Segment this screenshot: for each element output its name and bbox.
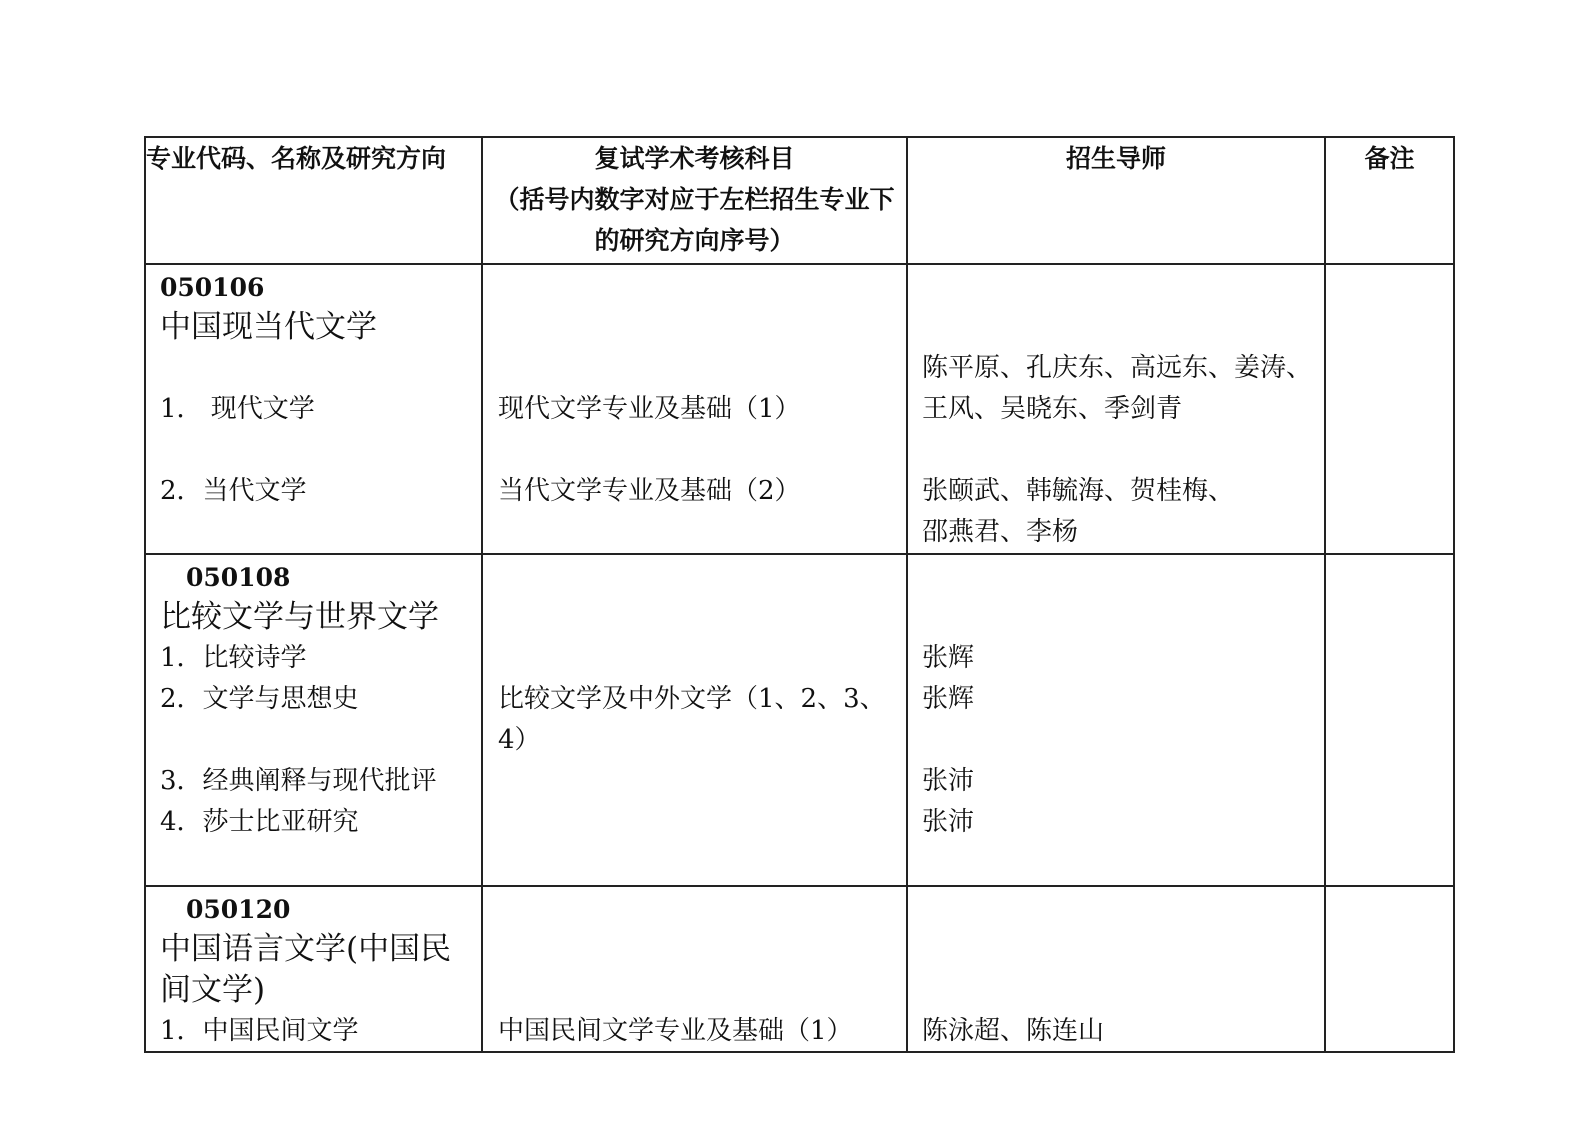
remark-cell [1325, 554, 1454, 886]
major-name: 间文学) [160, 972, 266, 1008]
header-major: 专业代码、名称及研究方向 [145, 137, 482, 264]
major-code: 050120 [186, 895, 291, 924]
advisor-cell [907, 554, 1325, 886]
advisor-cell [907, 886, 1325, 1052]
advisor-cell [907, 264, 1325, 554]
table-row [145, 886, 1454, 1052]
direction-item: 1．比较诗学 [160, 643, 307, 673]
direction-item: 2．当代文学 [160, 476, 307, 506]
subject-cell [482, 264, 907, 554]
header-subject-note: （括号内数字对应于左栏招生专业下的研究方向序号） [494, 185, 895, 255]
major-cell [145, 264, 482, 554]
header-remark: 备注 [1325, 137, 1454, 264]
header-advisor: 招生导师 [907, 137, 1325, 264]
advisor-line: 张颐武、韩毓海、贺桂梅、 [922, 476, 1235, 506]
major-cell [145, 886, 482, 1052]
major-name: 比较文学与世界文学 [160, 599, 439, 635]
remark-cell [1325, 886, 1454, 1052]
subject-cell [482, 554, 907, 886]
subject-item: 中国民间文学专业及基础（1） [498, 1016, 853, 1046]
major-name: 中国语言文学(中国民 [160, 931, 452, 967]
direction-item: 1． 现代文学 [160, 394, 315, 424]
advisor-line: 陈泳超、陈连山 [922, 1016, 1105, 1046]
remark-cell [1325, 264, 1454, 554]
major-code: 050106 [160, 273, 265, 302]
header-subject [482, 137, 907, 264]
advisor-line: 邵燕君、李杨 [922, 517, 1079, 547]
major-name: 中国现当代文学 [160, 309, 377, 345]
direction-item: 4．莎士比亚研究 [160, 807, 359, 837]
table-row [145, 554, 1454, 886]
subject-item: 当代文学专业及基础（2） [498, 476, 801, 506]
major-cell [145, 554, 482, 886]
table-row [145, 264, 1454, 554]
advisor-line: 王风、吴晓东、季剑青 [922, 394, 1183, 424]
subject-cell [482, 886, 907, 1052]
direction-item: 1．中国民间文学 [160, 1016, 359, 1046]
direction-item: 3．经典阐释与现代批评 [160, 766, 437, 796]
header-row [145, 137, 1454, 264]
advisor-line: 张沛 [922, 807, 975, 837]
advisor-line: 张沛 [922, 766, 975, 796]
direction-item: 2．文学与思想史 [160, 684, 359, 714]
advisor-line: 陈平原、孔庆东、高远东、姜涛、 [922, 353, 1313, 383]
advisor-line: 张辉 [922, 643, 975, 673]
subject-item: 4） [498, 725, 541, 755]
advisor-line: 张辉 [922, 684, 975, 714]
subject-item: 比较文学及中外文学（1、2、3、 [498, 684, 886, 714]
header-subject-title: 复试学术考核科目 [594, 144, 795, 173]
subject-item: 现代文学专业及基础（1） [498, 394, 801, 424]
major-table [144, 136, 1455, 1053]
major-code: 050108 [186, 563, 291, 592]
